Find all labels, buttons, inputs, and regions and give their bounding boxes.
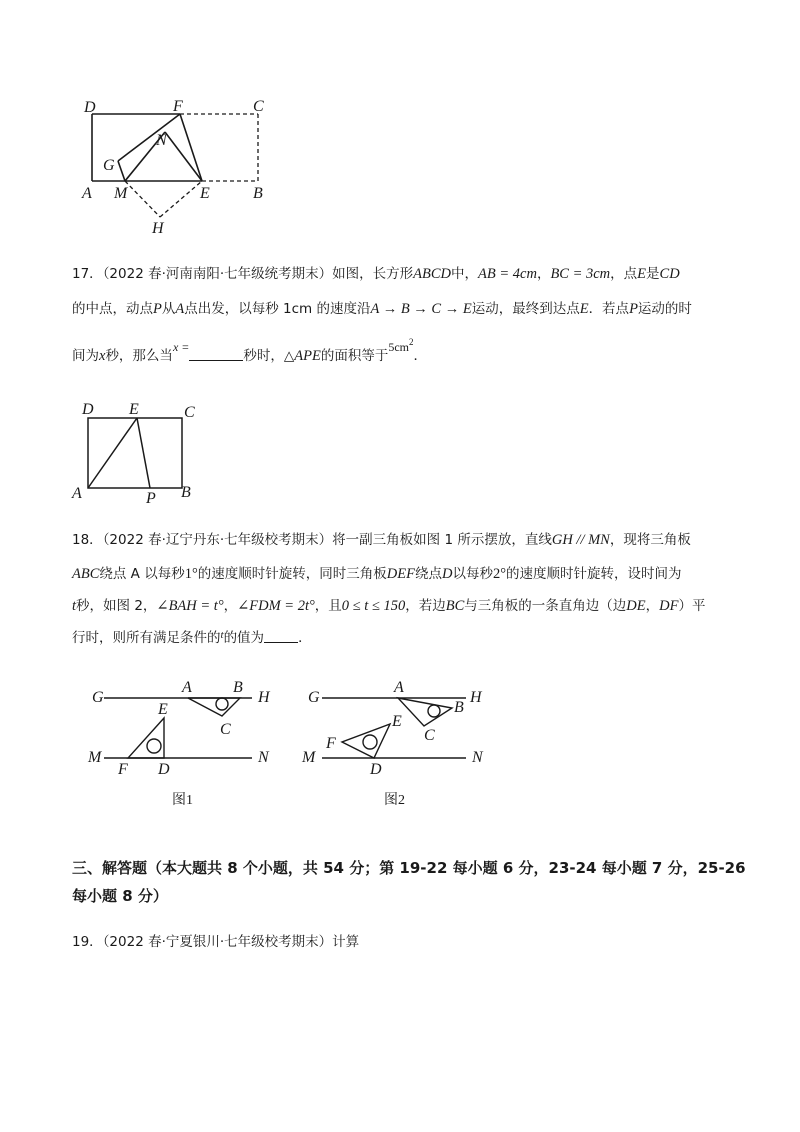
fig18-1-label-B: B: [233, 679, 243, 696]
fig16-label-F: F: [173, 98, 183, 115]
q17-math-e: E: [579, 301, 589, 317]
figure-q17: [70, 398, 210, 508]
section-3-heading: [72, 854, 746, 910]
fig18-1-label-C: C: [220, 721, 231, 738]
q18-text: ，现将三角板: [609, 532, 691, 548]
fig16-label-G: G: [103, 157, 115, 174]
q17-answer-blank[interactable]: [189, 346, 243, 361]
q18-line-1: [72, 530, 691, 550]
q18-math-angle-bah: ∠BAH = t°: [156, 598, 224, 614]
q17-text: 是: [646, 266, 660, 282]
q18-text: 行时，则所有满足条件的: [72, 630, 221, 646]
q17-area-exponent: 2: [409, 337, 414, 347]
fig16-label-C: C: [253, 98, 264, 115]
q18-answer-blank[interactable]: [264, 628, 298, 643]
fig18-2-caption: 图2: [384, 793, 405, 808]
fig18-2-label-E: E: [392, 713, 402, 730]
q17-text: 的面积等于: [320, 348, 389, 364]
fig18-1-label-F: F: [118, 761, 128, 778]
q17-text: 秒，那么当: [105, 348, 173, 364]
fig16-dashed-HE: [160, 181, 202, 217]
q18-text: 以每秒: [452, 566, 493, 582]
fig18-1-label-E: E: [158, 701, 168, 718]
q18-math-range: 0 ≤ t ≤ 150: [341, 598, 406, 614]
q17-text: 如图，长方形: [332, 266, 414, 282]
q18-math-t: t: [220, 629, 224, 641]
q17-math-ab: AB = 4cm: [478, 266, 537, 282]
section-3-heading-line-1: 三、解答题（本大题共 8 个小题，共 54 分；第 19-22 每小题 6 分，23-24 每小题 7 分，25-26: [72, 859, 746, 877]
fig18-2-triangle-abc: [398, 698, 452, 726]
q17-text: 的中点，动点: [72, 301, 153, 317]
q17-math-p: P: [153, 301, 162, 317]
fig18-2-triangle-abc-hole: [428, 705, 440, 717]
fig17-label-A: A: [72, 485, 82, 502]
fig16-segment-NE: [165, 132, 202, 181]
fig18-1-label-M: M: [88, 749, 102, 766]
fig18-1-triangle-def-hole: [147, 739, 161, 753]
q18-line-4: [72, 628, 312, 649]
q18-text: ，且: [314, 598, 342, 614]
q18-math-d: D: [441, 566, 453, 582]
q17-text: 运动，最终到达点: [471, 301, 580, 317]
fig18-1-label-A: A: [182, 679, 192, 696]
q17-math-a: A: [175, 301, 185, 317]
fig17-rectangle-abcd: [88, 418, 182, 488]
fig18-2-label-M: M: [302, 749, 316, 766]
fig16-label-A: A: [82, 185, 92, 202]
q18-text: ）平: [678, 598, 706, 614]
fig18-2-label-N: N: [472, 749, 483, 766]
fig17-label-D: D: [82, 401, 94, 418]
q17-math-path: A → B → C → E: [370, 301, 472, 317]
q18-text: 将一副三角板如图 1 所示摆放，直线: [332, 532, 552, 548]
q18-line-2: [72, 564, 682, 584]
q17-math-e: E: [637, 266, 647, 282]
fig18-2-triangle-def: [342, 724, 390, 758]
fig16-segment-GM: [118, 161, 125, 181]
q17-area-value: 5cm: [388, 340, 410, 354]
q18-text: 的速度顺时针旋转，设时间为: [506, 566, 682, 582]
q17-text: ．若点: [588, 301, 630, 317]
q18-text: 的值为: [223, 630, 265, 646]
q17-math-ape: APE: [294, 348, 321, 364]
q18-text: ，: [223, 598, 238, 614]
section-3-heading-line-2: 每小题 8 分）: [72, 887, 168, 905]
q17-math-x-equals: x =: [172, 340, 190, 354]
fig17-label-C: C: [184, 404, 195, 421]
q18-text: 绕点: [414, 566, 442, 582]
q18-line-3: [72, 596, 705, 616]
q17-math-x: x: [99, 348, 106, 364]
q17-math-cd: CD: [659, 266, 680, 282]
fig18-1-label-N: N: [258, 749, 269, 766]
fig18-2-label-B: B: [454, 699, 464, 716]
fig18-2-label-H: H: [470, 689, 482, 706]
q18-math-df: DF: [659, 598, 679, 614]
fig18-1-label-D: D: [158, 761, 170, 778]
q18-math-deg2: 2°: [492, 566, 507, 582]
fig16-label-B: B: [253, 185, 263, 202]
q17-text: 间为: [72, 348, 99, 364]
q18-source: （2022 春·辽宁丹东·七年级校考期末）: [102, 532, 333, 548]
q17-source: （2022 春·河南南阳·七年级统考期末）: [102, 266, 333, 282]
q18-math-de: DE: [626, 598, 646, 614]
q17-math-p: P: [629, 301, 638, 317]
fig16-label-E: E: [200, 185, 210, 202]
q18-math-gh-mn: GH // MN: [551, 532, 610, 548]
q17-line-1: [72, 264, 680, 284]
q17-text: 点出发，以每秒 1cm 的速度沿: [184, 301, 371, 317]
q18-math-def: DEF: [386, 566, 415, 582]
q17-text: 从: [161, 301, 176, 317]
q17-number: 17．: [72, 266, 103, 282]
fig18-1-label-H: H: [258, 689, 270, 706]
fig16-dashed-MH: [125, 181, 160, 217]
q19-line-1: [72, 932, 359, 952]
fig18-1: [87, 679, 271, 808]
fig16-segment-FG: [118, 114, 180, 161]
fig18-2-label-C: C: [424, 727, 435, 744]
fig16-label-M: M: [114, 185, 128, 202]
fig18-2-label-G: G: [308, 689, 320, 706]
q18-text: ，若边: [405, 598, 446, 614]
q17-text: ，: [536, 266, 551, 282]
q18-math-abc: ABC: [72, 566, 100, 582]
fig18-2: [301, 679, 484, 808]
fig16-label-H: H: [152, 220, 164, 237]
q17-text: 中，: [451, 266, 479, 282]
q17-text: ．: [413, 348, 428, 364]
q17-text: 运动的时: [637, 301, 692, 317]
fig16-segment-FE: [180, 114, 202, 181]
fig18-2-label-D: D: [370, 761, 382, 778]
fig18-1-triangle-abc: [188, 698, 240, 716]
q17-math-abcd: ABCD: [413, 266, 452, 282]
q17-line-2: [72, 299, 692, 319]
fig18-2-label-A: A: [394, 679, 404, 696]
figure-q18: [80, 672, 500, 822]
fig17-label-E: E: [129, 401, 139, 418]
q17-line-3: [72, 337, 428, 367]
fig18-1-caption: 图1: [172, 793, 193, 808]
q18-math-deg1: 1°: [184, 566, 198, 582]
fig16-label-N: N: [156, 132, 167, 149]
fig17-segment-EP: [137, 418, 150, 488]
q18-text: ．: [298, 630, 312, 646]
q19-number: 19．: [72, 934, 103, 950]
q19-text: 计算: [332, 934, 360, 950]
q17-math-area: [388, 337, 414, 354]
q17-math-bc: BC = 3cm: [550, 266, 611, 282]
fig17-label-P: P: [146, 490, 156, 507]
q18-number: 18．: [72, 532, 103, 548]
q19-source: （2022 春·宁夏银川·七年级校考期末）: [102, 934, 333, 950]
q18-text: 绕点 A 以每秒: [99, 566, 185, 582]
fig18-1-triangle-abc-hole: [216, 698, 228, 710]
fig17-segment-AE: [88, 418, 137, 488]
q18-text: ，: [645, 598, 660, 614]
q18-math-t: t: [72, 598, 77, 614]
q17-text: ，点: [610, 266, 638, 282]
q18-text: 的速度顺时针旋转，同时三角板: [197, 566, 387, 582]
fig18-2-triangle-def-hole: [363, 735, 377, 749]
fig16-label-D: D: [84, 99, 96, 116]
q18-math-bc: BC: [445, 598, 465, 614]
q17-text: 秒时，△: [243, 348, 295, 364]
fig18-1-label-G: G: [92, 689, 104, 706]
q18-math-angle-fdm: ∠FDM = 2t°: [237, 598, 315, 614]
q18-text: 与三角板的一条直角边（边: [464, 598, 627, 614]
fig17-label-B: B: [181, 484, 191, 501]
q18-text: 秒，如图 2，: [76, 598, 157, 614]
figure-q16: [70, 92, 290, 242]
fig18-2-label-F: F: [326, 735, 336, 752]
